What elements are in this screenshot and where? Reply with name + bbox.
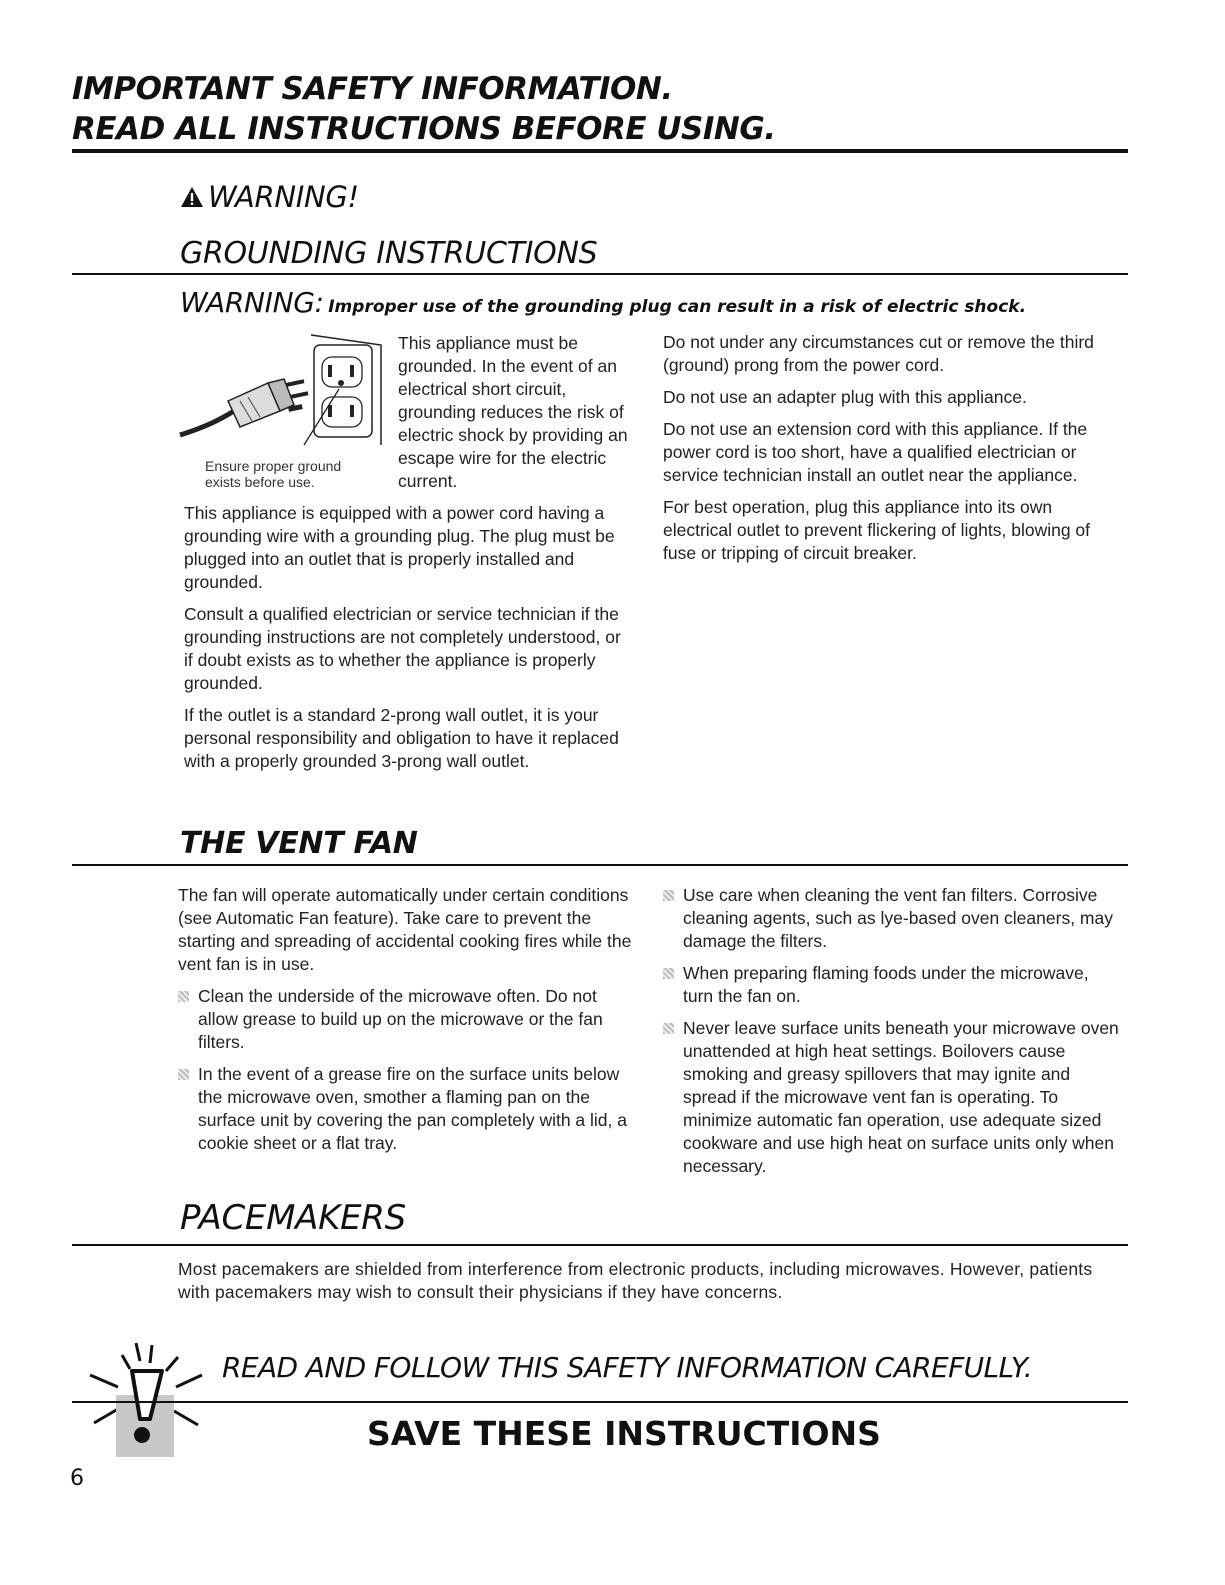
grounding-left-paragraph-2: Consult a qualified electrician or service technician if the grounding instructions are not completely understood, or if doubt exists as to whether the appliance is properly grounded. [184, 604, 621, 693]
pacemakers-rule [72, 1244, 1128, 1246]
read-follow-banner: READ AND FOLLOW THIS SAFETY INFORMATION CAREFULLY. [222, 1351, 1033, 1384]
vent-fan-rule [72, 864, 1128, 866]
warning-heading-text: WARNING! [208, 180, 359, 214]
footer-rule [72, 1401, 1128, 1403]
grounding-right-paragraph-3: Do not use an extension cord with this appliance. If the power cord is too short, have a qualified electrician or service technician install an outlet near the appliance. [663, 419, 1088, 485]
grounding-right-paragraph-4: For best operation, plug this appliance into its own electrical outlet to prevent flickering of lights, blowing of fuse or tripping of circuit breaker. [663, 497, 1091, 563]
page-number: 6 [70, 1466, 84, 1491]
grounding-warning-label: WARNING: [180, 286, 324, 319]
vent-fan-bullet [178, 1063, 638, 1155]
vent-fan-right-column [663, 884, 1119, 1187]
grounding-right-paragraph-2: Do not use an adapter plug with this appliance. [663, 387, 1027, 407]
pacemakers-text: Most pacemakers are shielded from interference from electronic products, including microwaves. However, patients with pacemakers may wish to consult their physicians if they have concerns. [178, 1259, 1093, 1302]
grounding-left-paragraph-3: If the outlet is a standard 2-prong wall outlet, it is your personal responsibility and obligation to have it replaced with a properly grounded 3-prong wall outlet. [184, 705, 619, 771]
vent-fan-bullet [663, 1017, 1119, 1178]
grounding-rule [72, 273, 1128, 275]
pacemakers-title: PACEMAKERS [180, 1198, 406, 1238]
vent-fan-bullet-text: When preparing flaming foods under the microwave, turn the fan on. [683, 963, 1089, 1006]
vent-fan-bullet [663, 962, 1119, 1008]
figure-side-text: This appliance must be grounded. In the event of an electrical short circuit, grounding reduces the risk of electric shock by providing an escape wire for the electric current. [398, 333, 628, 491]
grounding-left-column [184, 502, 634, 782]
vent-fan-bullet-text: Use care when cleaning the vent fan filters. Corrosive cleaning agents, such as lye-based oven cleaners, may damage the filters. [683, 885, 1113, 951]
caution-exclamation-icon [82, 1335, 212, 1460]
warning-triangle-icon [180, 186, 204, 208]
bullet-square-icon [663, 968, 674, 979]
page-title-line-2: READ ALL INSTRUCTIONS BEFORE USING. [72, 111, 776, 147]
save-instructions-heading: SAVE THESE INSTRUCTIONS [367, 1414, 881, 1453]
grounding-title: GROUNDING INSTRUCTIONS [180, 236, 598, 271]
grounding-left-paragraph-1: This appliance is equipped with a power cord having a grounding wire with a grounding plug. The plug must be plugged into an outlet that is properly installed and grounded. [184, 503, 615, 592]
header-rule [72, 149, 1128, 153]
bullet-square-icon [663, 890, 674, 901]
vent-fan-bullet-text: In the event of a grease fire on the surface units below the microwave oven, smother a flaming pan on the surface unit by covering the pan completely with a lid, a cookie sheet or a flat tray. [198, 1064, 627, 1153]
page-title-line-1: IMPORTANT SAFETY INFORMATION. [72, 71, 673, 107]
vent-fan-left-column [178, 884, 638, 1164]
vent-fan-bullet [178, 985, 638, 1054]
vent-fan-bullet-text: Clean the underside of the microwave often. Do not allow grease to build up on the microwave or the fan filters. [198, 986, 603, 1052]
grounding-warning-line [180, 286, 1026, 319]
figure-caption: Ensure proper ground exists before use. [205, 458, 342, 490]
bullet-square-icon [663, 1023, 674, 1034]
grounding-warning-text: Improper use of the grounding plug can result in a risk of electric shock. [328, 297, 1027, 317]
vent-fan-title: THE VENT FAN [180, 826, 418, 861]
bullet-square-icon [178, 1069, 189, 1080]
grounding-right-paragraph-1: Do not under any circumstances cut or remove the third (ground) prong from the power cord. [663, 332, 1094, 375]
warning-heading [180, 180, 359, 214]
vent-fan-intro: The fan will operate automatically under certain conditions (see Automatic Fan feature). Take care to prevent the starting and spreading of accidental cooking fires while the vent fan is in use. [178, 885, 632, 974]
bullet-square-icon [178, 991, 189, 1002]
vent-fan-bullet-text: Never leave surface units beneath your microwave oven unattended at high heat settings. Boilovers cause smoking and greasy spillovers that may ignite and spread if the microwave vent fan is operating. To minimize automatic fan operation, use adequate sized cookware and use high heat on surface units only when necessary. [683, 1018, 1119, 1176]
vent-fan-bullet [663, 884, 1119, 953]
grounding-right-column [663, 331, 1115, 574]
grounded-plug-illustration [176, 327, 388, 457]
